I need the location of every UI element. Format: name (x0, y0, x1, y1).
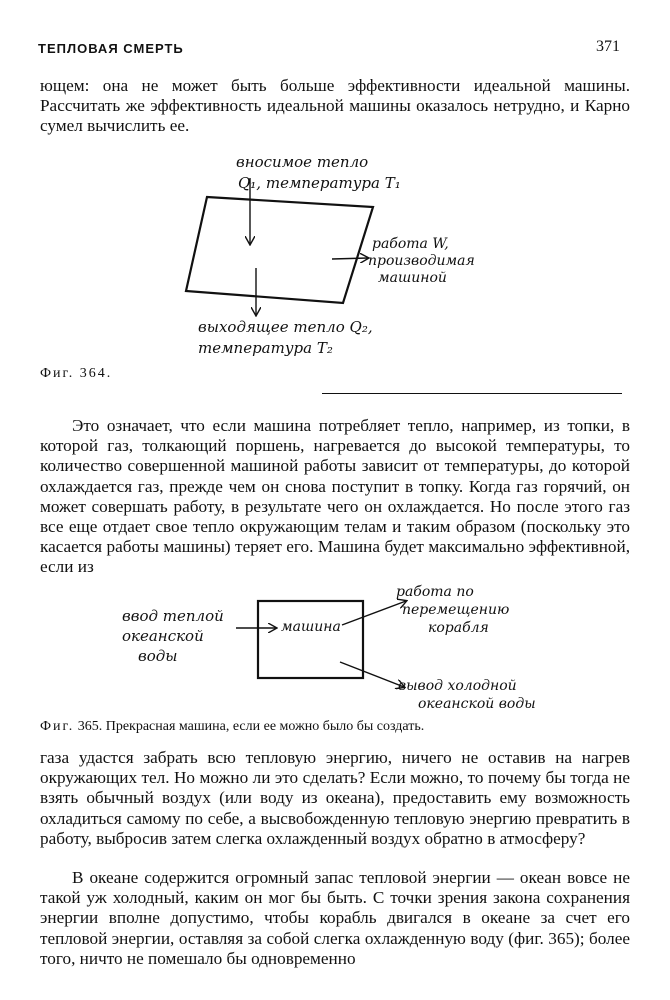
fig364-output-line2: температура T₂ (198, 339, 333, 357)
figure-364-caption (40, 366, 112, 382)
fig364-work-line1: работа W, (372, 236, 449, 252)
fig365-machine-box (258, 601, 363, 678)
fig364-work-arrow (332, 258, 368, 259)
fig364-machine-box (186, 197, 373, 303)
paragraph-3: газа удастся забрать всю тепловую энергию, ничего не оставив на нагрев окружающих тел. Но можно ли это сделать? Если можно, то почему бы тогда не взять обычный воздух (или воду из океана), предоставить ему возможность охладиться самому по себе, а высвобожденную тепловую энергию превратить в работу, выбросив затем слегка охлажденный воздух обратно в атмосферу? (40, 748, 630, 848)
paragraph-2: Это означает, что если машина потребляет тепло, например, из топки, в которой газ, толкающий поршень, нагревается до высокой температуры, то количество совершенной машиной работы зависит от температуры, до которой охлаждается газ, прежде чем он снова поступит в топку. Когда газ горячий, он может совершать работу, в результате чего он охлаждается. Но после этого газ все еще отдает свое тепло окружающим телам и таким образом (поскольку это касается работы машины) теряет его. Машина будет максимально эффективной, если из (40, 416, 630, 577)
figure-364-diagram (0, 140, 670, 380)
fig365-label: Фиг. (40, 719, 75, 734)
fig364-label: Фиг. 364. (40, 366, 113, 381)
fig365-machine-label: машина (281, 619, 341, 635)
fig365-input-line1: ввод теплой (122, 607, 224, 625)
running-title: ТЕПЛОВАЯ СМЕРТЬ (38, 41, 184, 56)
fig364-input-line2: Q₁, температура T₁ (238, 174, 401, 192)
paragraph-4: В океане содержится огромный запас тепловой энергии — океан вовсе не такой уж холодный, каким он мог бы быть. С точки зрения закона сохранения энергии вполне допустимо, чтобы корабль двигался в океане за счет его тепловой энергии, оставляя за собой слегка охлажденную воду (фиг. 365); более того, ничто не помешало бы одновременно (40, 868, 630, 968)
fig365-output-arrow (340, 662, 404, 687)
fig364-work-line2: производимая (368, 253, 475, 269)
fig365-output-line2: океанской воды (418, 696, 536, 712)
fig364-work-line3: машиной (378, 270, 447, 286)
fig365-work-arrow (342, 601, 406, 625)
page-number: 371 (596, 38, 620, 55)
fig364-input-line1: вносимое тепло (236, 153, 369, 171)
figure-365-diagram (0, 578, 670, 718)
paragraph-1: ющем: она не может быть больше эффективности идеальной машины. Рассчитать же эффективность идеальной машины оказалось нетрудно, и Карно сумел вычислить ее. (40, 76, 630, 136)
figure-365-caption (40, 719, 424, 735)
fig365-work-line3: корабля (428, 620, 489, 636)
fig365-caption-text: 365. Прекрасная машина, если ее можно было бы создать. (77, 719, 425, 734)
fig365-work-line1: работа по (396, 584, 474, 600)
fig365-input-line2: океанской (122, 627, 204, 645)
fig365-work-line2: перемещению (402, 602, 510, 618)
fig365-input-line3: воды (138, 647, 178, 665)
separator-rule (322, 393, 622, 394)
fig364-output-line1: выходящее тепло Q₂, (198, 318, 373, 336)
fig365-output-line1: вывод холодной (398, 678, 517, 694)
